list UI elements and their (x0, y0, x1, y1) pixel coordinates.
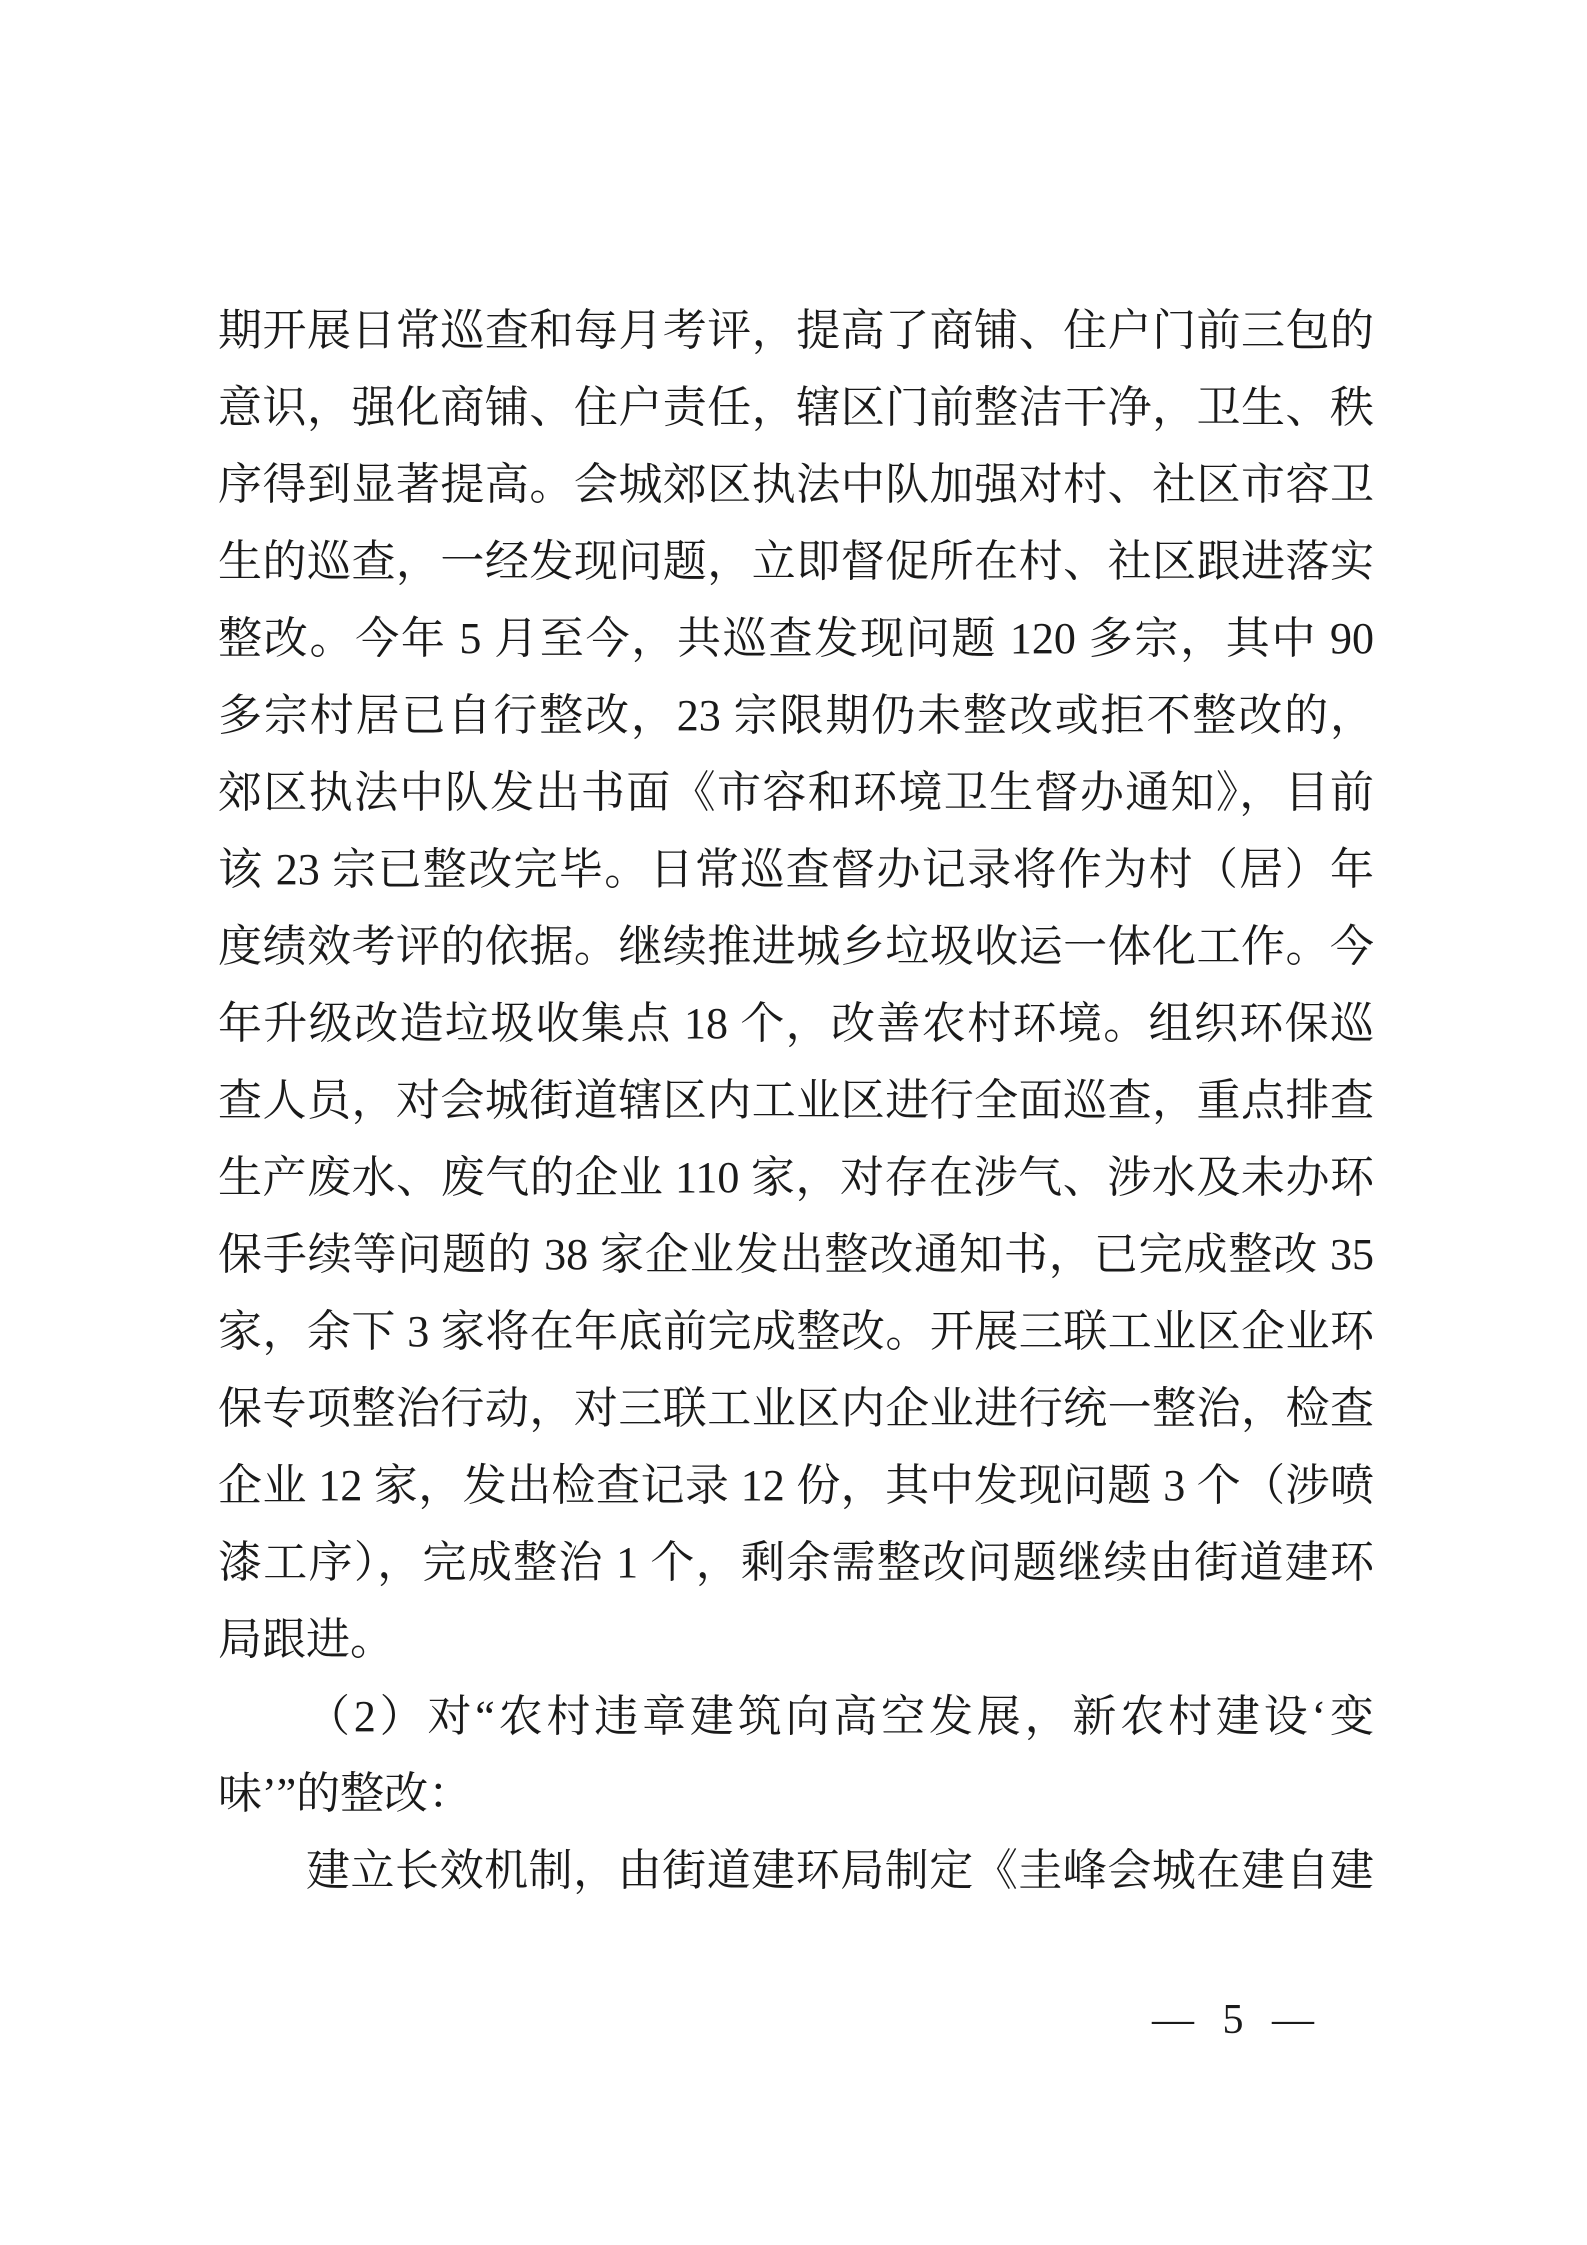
text-line: 家，余下 3 家将在年底前完成整改。开展三联工业区企业环 (218, 1307, 1374, 1356)
text-line: 建立长效机制，由街道建环局制定《圭峰会城在建自建 (306, 1846, 1374, 1895)
text-line: 整改。今年 5 月至今，共巡查发现问题 120 多宗，其中 90 (218, 614, 1374, 663)
text-line: （2）对“农村违章建筑向高空发展，新农村建设‘变 (306, 1692, 1374, 1741)
text-line: 保手续等问题的 38 家企业发出整改通知书，已完成整改 35 (218, 1230, 1374, 1279)
text-line: 漆工序），完成整治 1 个，剩余需整改问题继续由街道建环 (218, 1538, 1374, 1587)
page-number: — 5 — (1152, 1997, 1314, 2043)
text-line: 生的巡查，一经发现问题，立即督促所在村、社区跟进落实 (218, 537, 1374, 586)
text-line: 序得到显著提高。会城郊区执法中队加强对村、社区市容卫 (218, 460, 1374, 509)
text-line: 查人员，对会城街道辖区内工业区进行全面巡查，重点排查 (218, 1076, 1374, 1125)
text-line: 企业 12 家，发出检查记录 12 份，其中发现问题 3 个（涉喷 (218, 1461, 1374, 1510)
document-body-text (218, 292, 1374, 1909)
text-line: 该 23 宗已整改完毕。日常巡查督办记录将作为村（居）年 (218, 845, 1374, 894)
text-line: 期开展日常巡查和每月考评，提高了商铺、住户门前三包的 (218, 306, 1374, 355)
text-line: 保专项整治行动，对三联工业区内企业进行统一整治，检查 (218, 1384, 1374, 1433)
text-line: 郊区执法中队发出书面《市容和环境卫生督办通知》，目前 (218, 768, 1374, 817)
text-line: 生产废水、废气的企业 110 家，对存在涉气、涉水及未办环 (218, 1153, 1374, 1202)
text-line: 意识，强化商铺、住户责任，辖区门前整洁干净，卫生、秩 (218, 383, 1374, 432)
text-line: 多宗村居已自行整改，23 宗限期仍未整改或拒不整改的， (218, 691, 1374, 740)
text-line: 年升级改造垃圾收集点 18 个，改善农村环境。组织环保巡 (218, 999, 1374, 1048)
text-line: 度绩效考评的依据。继续推进城乡垃圾收运一体化工作。今 (218, 922, 1374, 971)
text-line: 味’”的整改： (218, 1769, 473, 1818)
text-line: 局跟进。 (218, 1615, 394, 1664)
